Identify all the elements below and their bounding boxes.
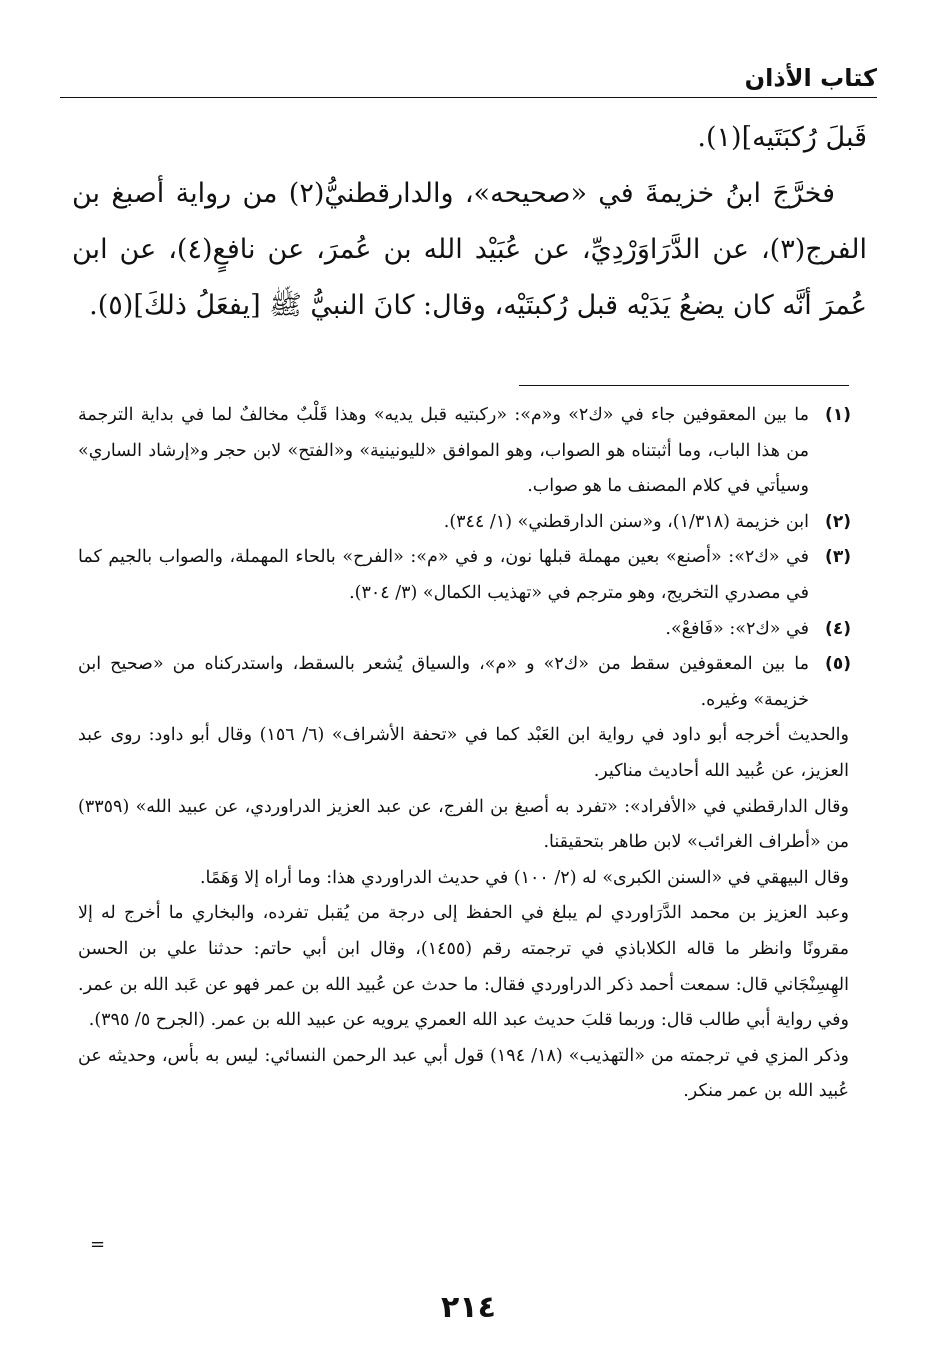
continuation-mark: = bbox=[90, 1234, 106, 1255]
footnote-number: (٣) bbox=[825, 547, 851, 568]
footnote-text: ما بين المعقوفين جاء في «ك٢» و«م»: «ركبتيه قبل يديه» وهذا قَلْبٌ مخالفٌ لما في بداية الترجمة من هذا الباب، وما أثبتناه هو الصواب، وهو الموافق «لليونينية» و«الفتح» لابن حجر و«إرشاد الساري» وسيأتي في كلام المصنف ما هو صواب. bbox=[78, 405, 809, 497]
running-header bbox=[60, 62, 877, 98]
commentary-paragraph: والحديث أخرجه أبو داود في رواية ابن العَبْد كما في «تحفة الأشراف» (٦/ ١٥٦) وقال أبو داود: روى عبد العزيز، عن عُبيد الله أحاديث مناكير. bbox=[78, 725, 849, 781]
footnote-number: (١) bbox=[825, 405, 851, 425]
footnote-text: في «ك٢»: «أصنع» بعين مهملة قبلها نون، و في «م»: «الفرح» بالحاء المهملة، والصواب بالجيم كما في مصدري التخريج، وهو مترجم في «تهذيب الكمال» (٣/ ٣٠٤). bbox=[78, 547, 809, 603]
footnote-text: ما بين المعقوفين سقط من «ك٢» و «م»، والسياق يُشعر بالسقط، واستدركناه من «صحيح ابن خزيمة» وغيره. bbox=[78, 654, 809, 710]
footnote bbox=[78, 540, 849, 611]
main-paragraph: فخرَّجَ ابنُ خزيمةَ في «صحيحه»، والدارقطنيُّ(٢) من رواية أصبغ بن الفرج(٣)، عن الدَّرَاوَرْدِيِّ، عن عُبَيْد الله بن عُمرَ، عن نافعٍ(٤)، عن ابن عُمرَ أنَّه كان يضعُ يَدَيْه قبل رُكبتَيْه، وقال: كانَ النبيُّ ﷺ [يفعَلُ ذلكَ](٥). bbox=[72, 178, 867, 321]
footnote bbox=[78, 647, 849, 718]
commentary-paragraph: وعبد العزيز بن محمد الدَّرَاوردي لم يبلغ في الحفظ إلى درجة من يُقبل تفرده، والبخاري ما أخرج له إلا مقرونًا وانظر ما قاله الكلاباذي في ترجمته رقم (١٤٥٥)، وقال ابن أبي حاتم: حدثنا علي بن الحسن الهِسِنْجَاني قال: سمعت أحمد ذكر الدراوردي فقال: ما حدث عن عُبيد الله بن عمر فهو عن عَبد الله بن عمر. وفي رواية أبي طالب قال: وربما قلبَ حديث عبد الله العمري يرويه عن عبيد الله بن عمر. (الجرح ٥/ ٣٩٥). bbox=[78, 903, 849, 1031]
footnote bbox=[78, 398, 849, 505]
chapter-title: كتاب الأذان bbox=[744, 64, 877, 92]
footnote-number: (٤) bbox=[825, 618, 851, 639]
main-paragraph: قَبلَ رُكبَتَيه](١). bbox=[697, 122, 867, 153]
page-number: ٢١٤ bbox=[441, 1290, 496, 1325]
footnote-number: (٢) bbox=[825, 511, 851, 532]
commentary-paragraph: وذكر المزي في ترجمته من «التهذيب» (١٨/ ١٩٤) قول أبي عبد الرحمن النسائي: ليس به بأس، وحديثه عن عُبيد الله بن عمر منكر. bbox=[78, 1045, 849, 1102]
main-text bbox=[72, 110, 867, 334]
commentary-paragraph: وقال الدارقطني في «الأفراد»: «تفرد به أصبغ بن الفرج، عن عبد العزيز الدراوردي، عن عبيد الله» (٣٣٥٩) من «أطراف الغرائب» لابن طاهر بتحقيقنا. bbox=[78, 796, 849, 853]
footnote bbox=[78, 505, 849, 541]
header-rule bbox=[60, 97, 877, 98]
footnote bbox=[78, 612, 849, 648]
footnote-text: في «ك٢»: «فَافعْ». bbox=[665, 618, 809, 639]
footnote-number: (٥) bbox=[825, 654, 851, 675]
commentary-paragraph: وقال البيهقي في «السنن الكبرى» له (٢/ ١٠٠) في حديث الدراوردي هذا: وما أراه إلا وَهَمًا. bbox=[199, 867, 849, 888]
footnote-text: ابن خزيمة (١/٣١٨)، و«سنن الدارقطني» (١/ ٣٤٤). bbox=[443, 511, 809, 532]
footnotes bbox=[78, 398, 849, 1110]
footnote-divider bbox=[519, 385, 849, 386]
